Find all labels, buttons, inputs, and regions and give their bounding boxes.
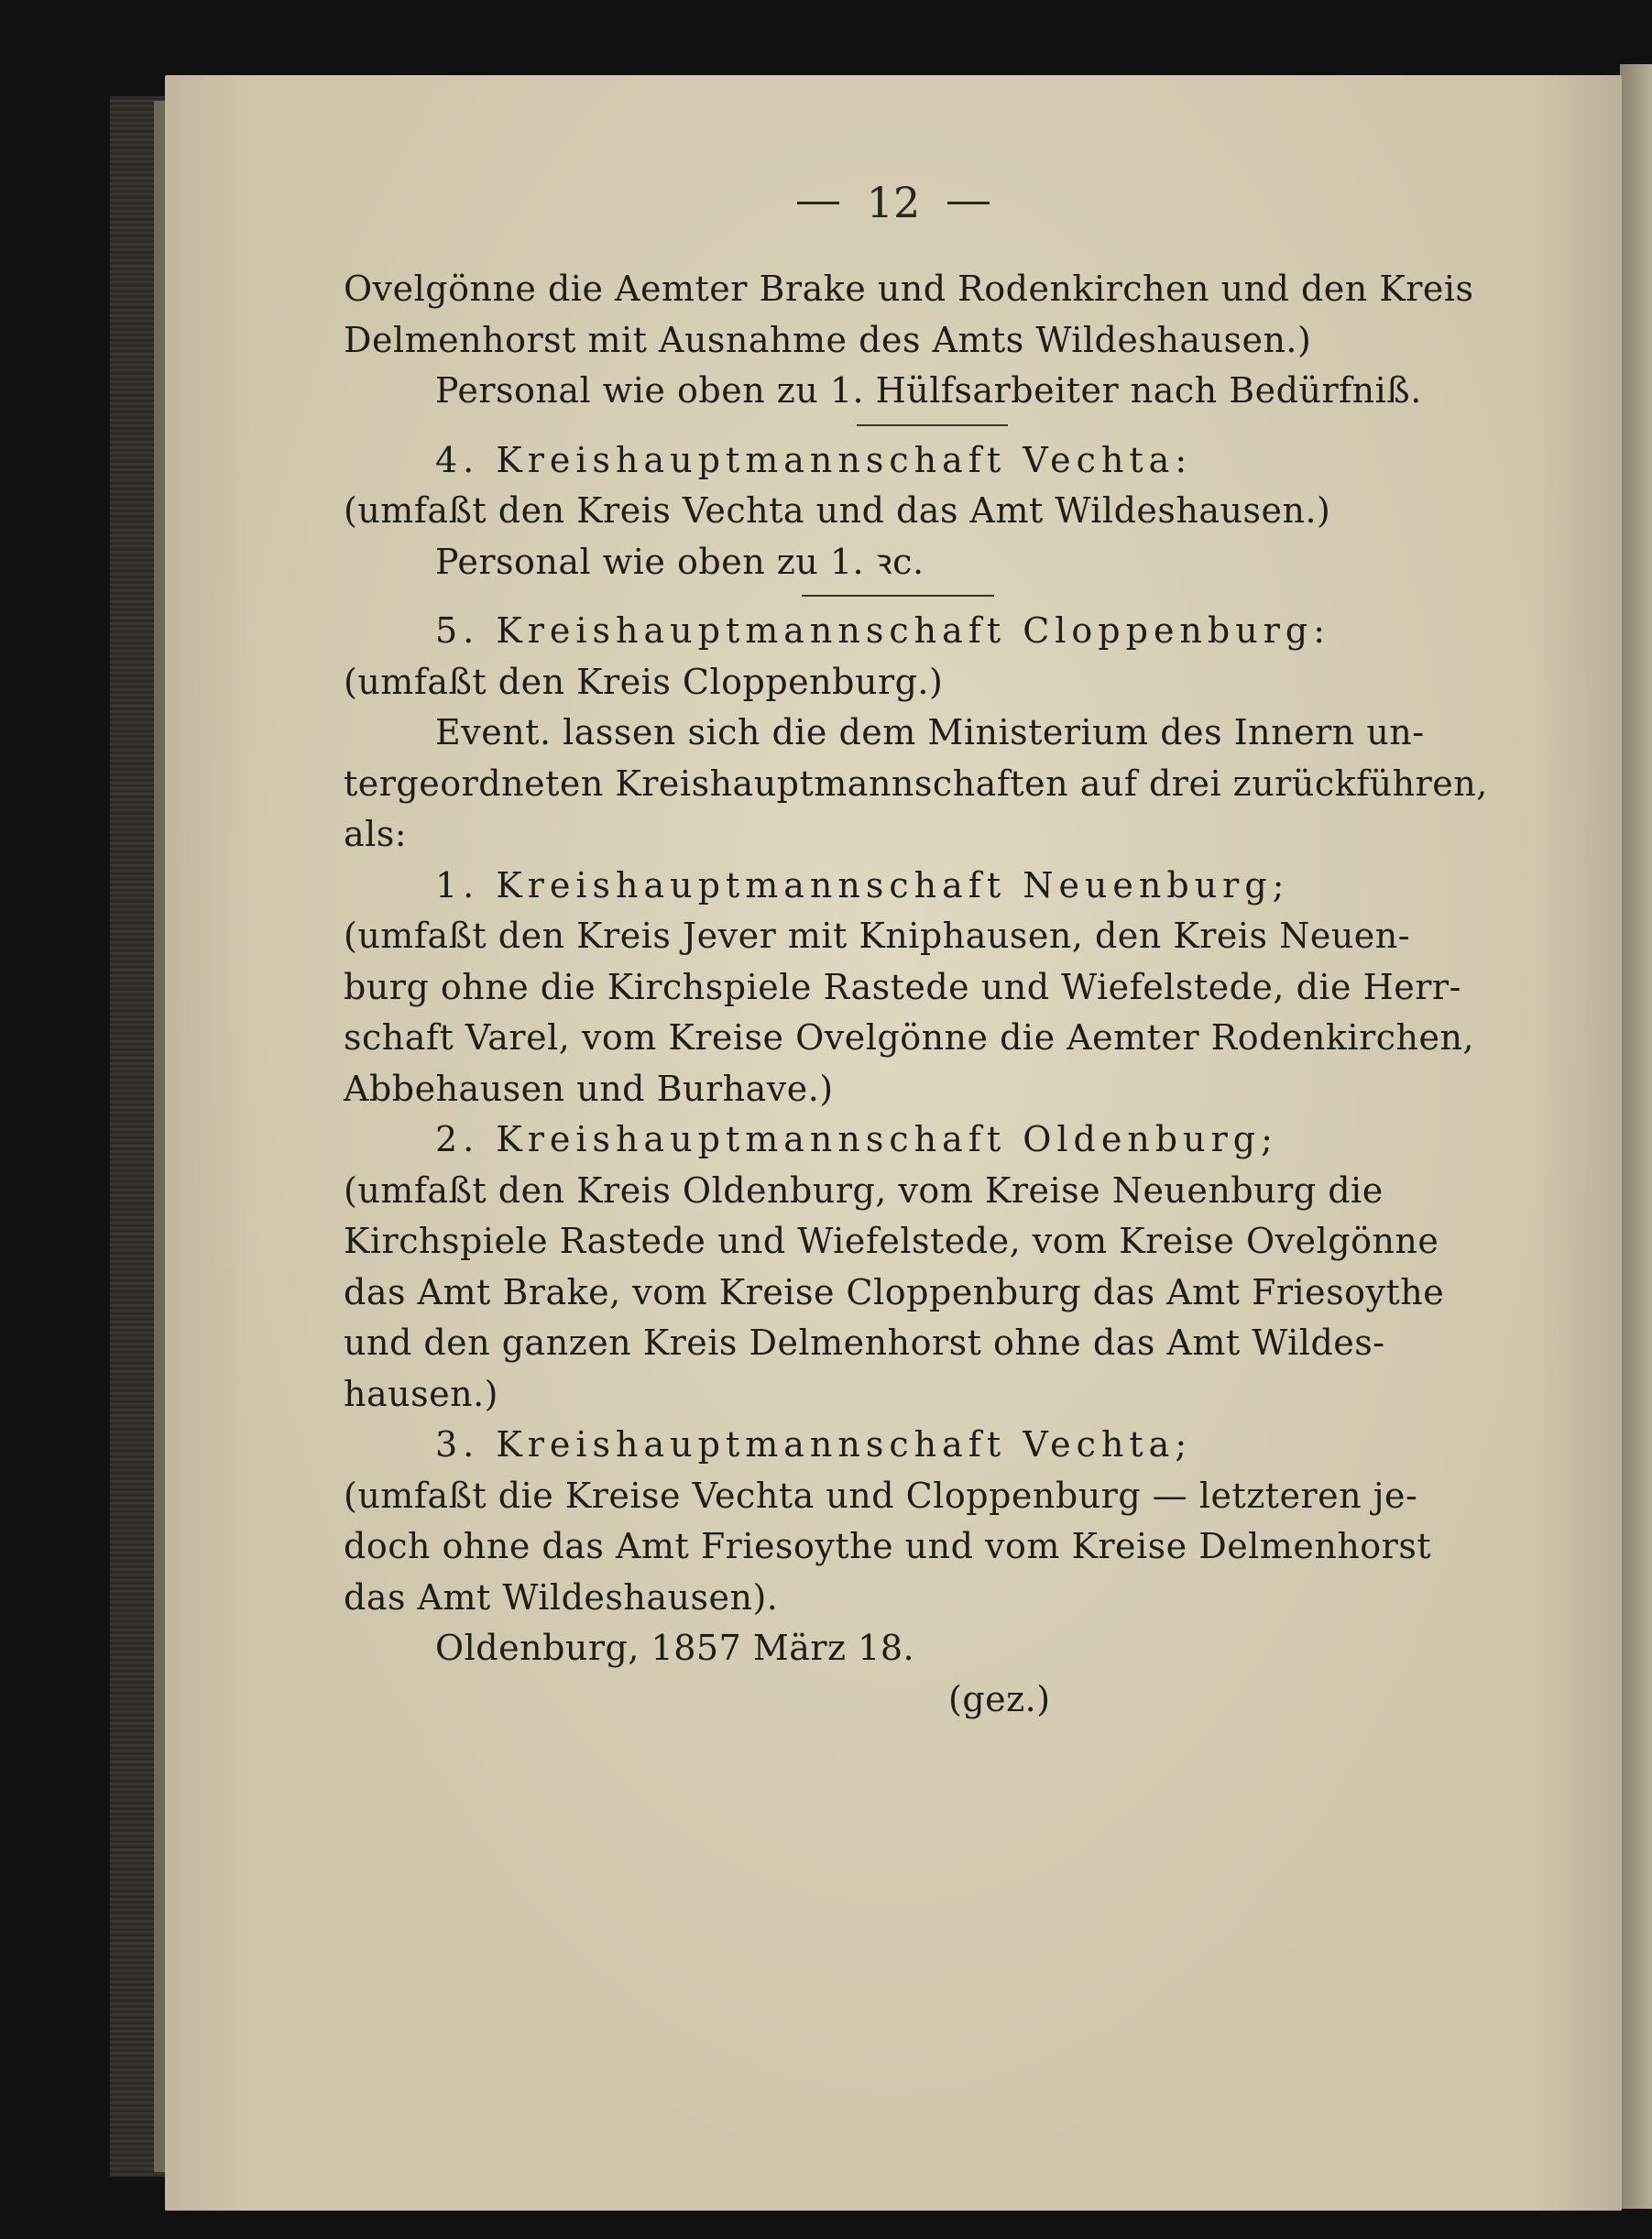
adjacent-page-edge	[1620, 64, 1652, 2209]
header-dash-right	[947, 202, 990, 204]
text-line: als:	[344, 814, 408, 854]
section-heading: 3. Kreishauptmannschaft Vechta;	[435, 1424, 1193, 1465]
text-line: Event. lassen sich die dem Ministerium des Innern un-	[435, 712, 1425, 752]
text-line: schaft Varel, vom Kreise Ovelgönne die Aemter Rodenkirchen,	[344, 1017, 1475, 1058]
section-heading: 4. Kreishauptmannschaft Vechta:	[435, 439, 1193, 480]
text-line: doch ohne das Amt Friesoythe und vom Kreise Delmenhorst	[344, 1526, 1432, 1566]
page-header	[165, 178, 1622, 227]
section-heading: 1. Kreishauptmannschaft Neuenburg;	[435, 864, 1290, 905]
signature-mark: (gez.)	[948, 1678, 1051, 1719]
section-divider	[344, 417, 1466, 435]
text-line: burg ohne die Kirchspiele Rastede und Wiefelstede, die Herr-	[344, 966, 1461, 1007]
section-heading: 2. Kreishauptmannschaft Oldenburg;	[435, 1119, 1278, 1159]
text-line: hausen.)	[344, 1373, 498, 1414]
page-body	[344, 264, 1488, 1725]
section-heading: 5. Kreishauptmannschaft Cloppenburg:	[435, 610, 1331, 651]
section-divider	[344, 587, 1466, 606]
text-line: (umfaßt den Kreis Oldenburg, vom Kreise Neuenburg die	[344, 1169, 1384, 1211]
header-dash-left	[797, 202, 839, 204]
text-line: Ovelgönne die Aemter Brake und Rodenkirchen und den Kreis	[344, 269, 1474, 309]
text-line: das Amt Brake, vom Kreise Cloppenburg das Amt Friesoythe	[344, 1271, 1445, 1312]
text-line: (umfaßt den Kreis Cloppenburg.)	[344, 661, 944, 702]
text-line: Personal wie oben zu 1. ꝛc.	[435, 541, 924, 582]
text-line: tergeordneten Kreishauptmannschaften auf drei zurückführen,	[344, 763, 1488, 804]
text-line: das Amt Wildeshausen).	[344, 1576, 779, 1618]
text-line: Delmenhorst mit Ausnahme des Amts Wildeshausen.)	[344, 319, 1312, 360]
text-line: Kirchspiele Rastede und Wiefelstede, vom Kreise Ovelgönne	[344, 1221, 1439, 1261]
text-line: und den ganzen Kreis Delmenhorst ohne das Amt Wildes-	[344, 1323, 1385, 1363]
text-line: (umfaßt den Kreis Jever mit Kniphausen, den Kreis Neuen-	[344, 916, 1411, 956]
text-line: (umfaßt den Kreis Vechta und das Amt Wildeshausen.)	[344, 490, 1331, 531]
text-line: (umfaßt die Kreise Vechta und Cloppenburg — letzteren je-	[344, 1475, 1418, 1516]
text-line: Personal wie oben zu 1. Hülfsarbeiter nach Bedürfniß.	[435, 370, 1422, 411]
text-line: Abbehausen und Burhave.)	[344, 1068, 834, 1109]
date-line: Oldenburg, 1857 März 18.	[435, 1628, 915, 1668]
page-number: 12	[866, 178, 921, 227]
